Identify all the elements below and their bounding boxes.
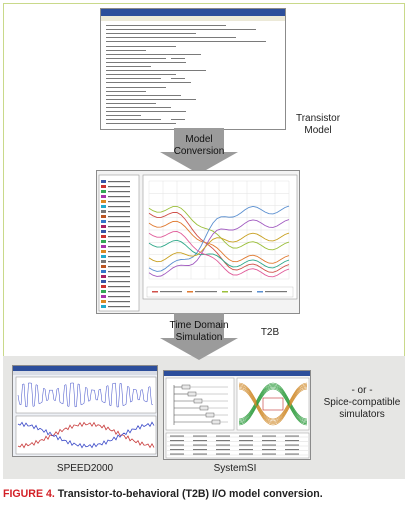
signal-name [108,181,130,182]
signal-name [108,266,130,267]
signal-swatch [101,190,106,193]
code-line [106,115,141,116]
systemsi-label: SystemSI [213,463,257,474]
signal-name [108,246,130,247]
signal-name [108,291,130,292]
table-cell [262,449,276,450]
signal-swatch [101,240,106,243]
signal-swatch [101,265,106,268]
code-line [106,87,166,88]
code-line [106,107,171,108]
code-line [171,37,185,38]
speed2000-screenshot [12,365,158,457]
signal-swatch [101,210,106,213]
code-line [106,33,196,34]
caption-text: Transistor-to-behavioral (T2B) I/O model conversion. [54,488,323,500]
signal-swatch [101,220,106,223]
code-line [106,54,201,55]
model-conversion-label: Model Conversion [173,134,225,157]
table-cell [170,436,184,437]
table-cell [285,436,299,437]
signal-swatch [101,270,106,273]
signal-name [108,206,130,207]
signal-name [108,301,130,302]
table-cell [170,440,184,441]
signal-name [108,296,130,297]
editor-menubar [101,16,285,21]
code-line [106,50,146,51]
schematic-block [200,406,208,410]
table-cell [285,440,299,441]
code-line [106,66,151,67]
table-cell [216,445,230,446]
signal-name [108,236,130,237]
code-line [106,91,146,92]
legend-text [230,291,252,292]
table-cell [170,445,184,446]
legend-text [265,291,287,292]
signal-name [108,261,130,262]
signal-name [108,211,130,212]
time-domain-simulation-label: Time Domain Simulation [169,320,229,343]
signal-swatch [101,185,106,188]
signal-swatch [101,230,106,233]
code-line [171,58,185,59]
systemsi-screenshot [163,370,311,460]
signal-swatch [101,300,106,303]
code-line [171,78,185,79]
signal-name [108,221,130,222]
table-cell [239,445,253,446]
table-cell [262,436,276,437]
signal-swatch [101,255,106,258]
figure-caption [3,488,407,500]
code-line [106,62,186,63]
signal-swatch [101,200,106,203]
table-cell [193,449,207,450]
table-cell [193,436,207,437]
code-line [106,78,161,79]
signal-name [108,271,130,272]
signal-name [108,276,130,277]
legend-text [160,291,182,292]
table-cell [193,445,207,446]
schematic-block [182,385,190,389]
signal-name [108,281,130,282]
table-cell [262,445,276,446]
systemsi-window [164,371,311,460]
signal-swatch [101,285,106,288]
code-line [106,82,191,83]
table-cell [193,440,207,441]
signal-name [108,186,130,187]
signal-name [108,201,130,202]
table-cell [285,445,299,446]
signal-name [108,196,130,197]
code-line [106,119,161,120]
signal-swatch [101,225,106,228]
code-line [171,119,185,120]
signal-swatch [101,195,106,198]
schematic-block [188,392,196,396]
table-cell [285,449,299,450]
signal-swatch [101,295,106,298]
signal-name [108,286,130,287]
legend-swatch [222,291,228,293]
signal-swatch [101,280,106,283]
signal-name [108,251,130,252]
code-line [106,46,176,47]
table-cell [170,454,184,455]
table-cell [216,449,230,450]
signal-name [108,226,130,227]
signal-swatch [101,250,106,253]
code-line [171,99,185,100]
table-cell [262,440,276,441]
legend-swatch [152,291,158,293]
table-cell [193,454,207,455]
speed2000-window [13,366,158,457]
transistor-model-screenshot [100,8,286,130]
transistor-model-label: Transistor Model [295,113,341,136]
signal-name [108,231,130,232]
table-cell [285,454,299,455]
signal-swatch [101,305,106,308]
legend-swatch [257,291,263,293]
code-line [106,111,186,112]
signal-swatch [101,260,106,263]
table-cell [239,436,253,437]
table-cell [216,436,230,437]
table-cell [216,440,230,441]
t2b-screenshot [96,170,300,314]
code-line [106,95,181,96]
code-line [106,41,266,42]
table-cell [262,454,276,455]
code-line [106,58,166,59]
code-line [106,70,206,71]
legend-swatch [187,291,193,293]
speed2000-label: SPEED2000 [56,463,114,474]
code-line [106,123,176,124]
table-cell [170,449,184,450]
table-cell [239,454,253,455]
editor-titlebar [101,9,285,16]
signal-swatch [101,205,106,208]
signal-swatch [101,290,106,293]
signal-swatch [101,215,106,218]
code-line [106,29,256,30]
t2b-window [97,171,300,314]
signal-swatch [101,245,106,248]
legend-text [195,291,217,292]
code-line [106,74,176,75]
signal-name [108,306,130,307]
signal-name [108,191,130,192]
schematic-block [206,413,214,417]
code-line [106,103,156,104]
signal-swatch [101,235,106,238]
signal-name [108,241,130,242]
table-cell [239,440,253,441]
code-line [106,25,226,26]
schematic-block [194,399,202,403]
t2b-label: T2B [260,327,280,338]
signal-name [108,216,130,217]
signal-swatch [101,180,106,183]
table-cell [239,449,253,450]
figure-number: FIGURE 4. [3,488,55,500]
spice-compatible-label: - or - Spice-compatible simulators [323,385,401,420]
table-cell [216,454,230,455]
schematic-block [212,420,220,424]
signal-swatch [101,275,106,278]
signal-name [108,256,130,257]
